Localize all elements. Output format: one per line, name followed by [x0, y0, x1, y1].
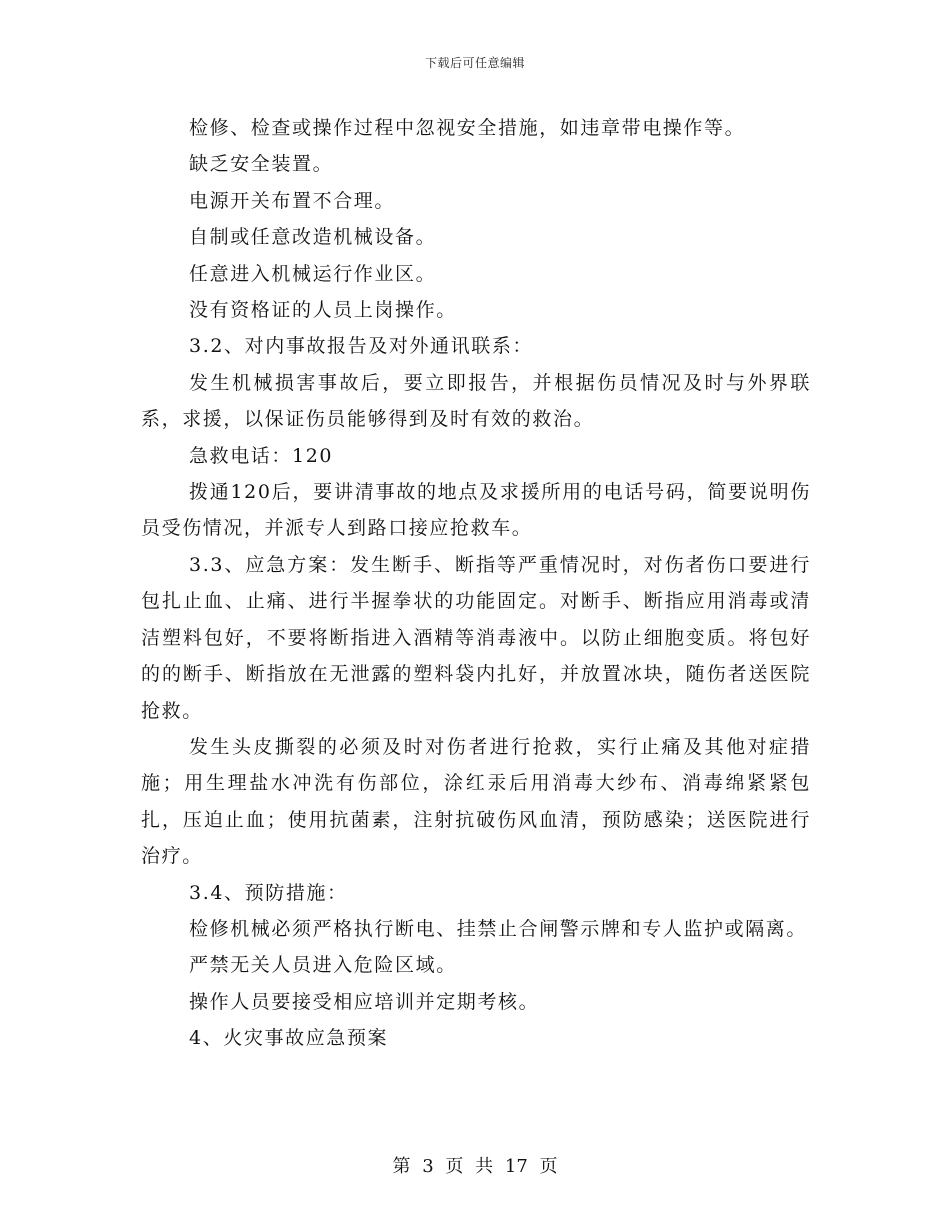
paragraph: 发生机械损害事故后，要立即报告，并根据伤员情况及时与外界联系，求援，以保证伤员能够得到及时有效的救治。	[141, 371, 811, 431]
total-prefix: 共	[475, 1156, 494, 1177]
document-body	[141, 110, 811, 1057]
paragraph: 缺乏安全装置。	[189, 153, 334, 176]
total-unit: 页	[539, 1156, 558, 1177]
total-page-count: 17	[504, 1156, 528, 1177]
paragraph: 电源开关布置不合理。	[189, 189, 396, 212]
section-heading: 3.4、预防措施：	[189, 881, 348, 904]
page-header: 下载后可任意编辑	[424, 56, 525, 70]
paragraph: 急救电话：120	[189, 444, 334, 467]
paragraph: 3.3、应急方案：发生断手、断指等严重情况时，对伤者伤口要进行包扎止血、止痛、进行半握拳状的功能固定。对断手、断指应用消毒或清洁塑料包好，不要将断指进入酒精等消毒液中。以防止细胞变质。将包好的的断手、断指放在无泄露的塑料袋内扎好，并放置冰块，随伤者送医院抢救。	[141, 553, 811, 722]
paragraph: 拨通120后，要讲清事故的地点及求援所用的电话号码，简要说明伤员受伤情况，并派专人到路口接应抢救车。	[141, 481, 811, 540]
paragraph: 操作人员要接受相应培训并定期考核。	[189, 990, 540, 1013]
paragraph: 没有资格证的人员上岗操作。	[189, 299, 457, 322]
paragraph: 严禁无关人员进入危险区域。	[189, 954, 457, 977]
page-footer	[0, 1152, 950, 1178]
current-page-number: 3	[422, 1156, 434, 1177]
section-heading: 4、火灾事故应急预案	[189, 1027, 389, 1050]
section-heading: 3.2、对内事故报告及对外通讯联系：	[189, 335, 534, 358]
paragraph: 任意进入机械运行作业区。	[189, 262, 437, 285]
page-unit: 页	[445, 1156, 464, 1177]
paragraph: 检修机械必须严格执行断电、挂禁止合闸警示牌和专人监护或隔离。	[189, 917, 808, 940]
paragraph: 自制或任意改造机械设备。	[189, 226, 437, 249]
page-number-prefix: 第	[392, 1156, 411, 1177]
paragraph: 发生头皮撕裂的必须及时对伤者进行抢救，实行止痛及其他对症措施；用生理盐水冲洗有伤部位，涂红汞后用消毒大纱布、消毒绵紧紧包扎，压迫止血；使用抗菌素，注射抗破伤风血清，预防感染；送医院进行治疗。	[141, 735, 811, 868]
paragraph: 检修、检查或操作过程中忽视安全措施，如违章带电操作等。	[189, 117, 746, 139]
